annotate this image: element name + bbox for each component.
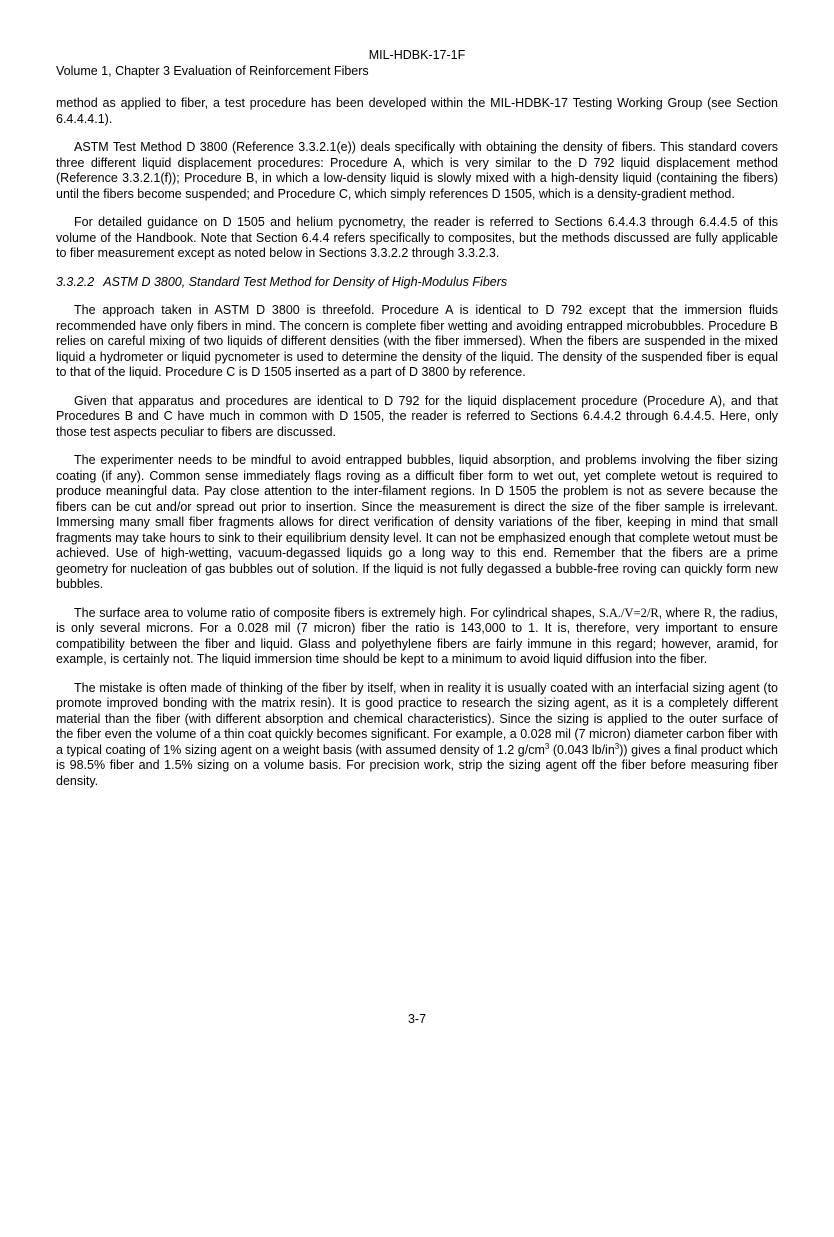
paragraph-experimenter: The experimenter needs to be mindful to avoid entrapped bubbles, liquid absorption, and problems involving the fiber sizing coating (if any). Common sense immediately flags roving as a difficult fiber form to wet out, yet complete wetout is required to produce meaningful data. Pay close attention to the inter-filament regions. In D 1505 the problem is not as severe because the fibers can be cut and/or spread out prior to insertion. Since the measurement is direct the size of the fiber sample is irrelevant. Immersing many small fiber fragments allows for direct verification of density variations of the fiber, keeping in mind that small fragments may take hours to sink to their equilibrium density level. It can not be emphasized enough that complete wetout must be achieved. Use of high-wetting, vacuum-degassed liquids go a long way to this end. Remember that the fibers are a prime geometry for nucleation of gas bubbles out of solution. If the liquid is not fully degassed a bubble-free roving can quickly form new bubbles. bbox=[56, 453, 778, 591]
sizing-text-a: The mistake is often made of thinking of the fiber by itself, when in reality it is usually coated with an interfacial sizing agent (to promote improved bonding with the matrix resin). It is good practice to research the sizing agent, as it is a completely different material than the fiber (with different absorption and chemical characteristics). Since the sizing is applied to the outer surface of the fiber even the volume of a thin coat quickly becomes significant. For example, a 0.028 mil (7 micron) diameter carbon fiber with a typical coating of 1% sizing agent on a weight basis (with assumed density of 1.2 g/cm bbox=[56, 680, 778, 757]
surface-area-text-c: , the radius, is only several microns. For a 0.028 mil (7 micron) fiber the ratio is 143,000 to 1. It is, therefore, very important to ensure compatibility between the fiber and liquid. Glass and polyethylene fibers are fairly immune in this regard; however, aramid, for example, is certainly not. The liquid immersion time should be kept to a minimum to avoid liquid diffusion into the fiber. bbox=[56, 605, 778, 666]
paragraph-continuation: method as applied to fiber, a test procedure has been developed within the MIL-HDBK-17 Testing Working Group (see Section 6.4.4.4.1). bbox=[56, 96, 778, 126]
sizing-text-b: (0.043 lb/in bbox=[549, 742, 615, 757]
paragraph-guidance-reference: For detailed guidance on D 1505 and helium pycnometry, the reader is referred to Sections 6.4.4.3 through 6.4.4.5 of this volume of the Handbook. Note that Section 6.4.4 refers specifically to composites, but the methods discussed are fully applicable to fiber measurement except as noted below in Sections 3.3.2.2 through 3.3.2.3. bbox=[56, 215, 778, 260]
paragraph-sizing-agent bbox=[56, 681, 778, 790]
document-id: MIL-HDBK-17-1F bbox=[368, 48, 466, 62]
section-number: 3.3.2.2 bbox=[56, 274, 95, 289]
page-number: 3-7 bbox=[407, 1012, 427, 1026]
paragraph-apparatus: Given that apparatus and procedures are identical to D 792 for the liquid displacement procedure (Procedure A), and that Procedures B and C have much in common with D 1505, the reader is referred to Sections 6.4.4.2 through 6.4.4.5. Here, only those test aspects peculiar to fibers are discussed. bbox=[56, 393, 778, 439]
sizing-text-c: )) gives a final product which is 98.5% fiber and 1.5% sizing on a volume basis. For precision work, strip the sizing agent off the fiber before measuring fiber density. bbox=[56, 742, 779, 788]
surface-area-formula: S.A./V=2/R bbox=[598, 605, 659, 620]
paragraph-surface-area bbox=[56, 606, 778, 668]
paragraph-astm-d3800-overview: ASTM Test Method D 3800 (Reference 3.3.2.1(e)) deals specifically with obtaining the density of fibers. This standard covers three different liquid displacement procedures: Procedure A, which is very similar to the D 792 liquid displacement method (Reference 3.3.2.1(f)); Procedure B, in which a low-density liquid is slowly mixed with a high-density liquid (containing the fibers) until the fibers become suspended; and Procedure C, which simply references D 1505, which is a density-gradient method. bbox=[56, 140, 778, 201]
superscript-cubed: 3 bbox=[614, 741, 620, 751]
chapter-title: Volume 1, Chapter 3 Evaluation of Reinforcement Fibers bbox=[56, 64, 369, 78]
section-title: ASTM D 3800, Standard Test Method for Density of High-Modulus Fibers bbox=[103, 274, 508, 289]
superscript-cubed: 3 bbox=[544, 741, 550, 751]
paragraph-approach: The approach taken in ASTM D 3800 is threefold. Procedure A is identical to D 792 except that the immersion fluids recommended have only fibers in mind. The concern is complete fiber wetting and avoiding entrapped microbubbles. Procedure B relies on careful mixing of two liquids of different densities (with the fiber immersed). When the fibers are suspended in the mixed liquid a hydrometer or liquid pycnometer is used to determine the density of the liquid. The density of the suspended fiber is equal to that of the liquid. Procedure C is D 1505 inserted as a part of D 3800 by reference. bbox=[56, 303, 778, 379]
surface-area-text-a: The surface area to volume ratio of composite fibers is extremely high. For cylindrical shapes, bbox=[74, 605, 596, 620]
body-text bbox=[56, 96, 778, 802]
section-heading bbox=[56, 275, 778, 291]
radius-symbol: R bbox=[703, 605, 713, 620]
surface-area-text-b: , where bbox=[658, 605, 700, 620]
